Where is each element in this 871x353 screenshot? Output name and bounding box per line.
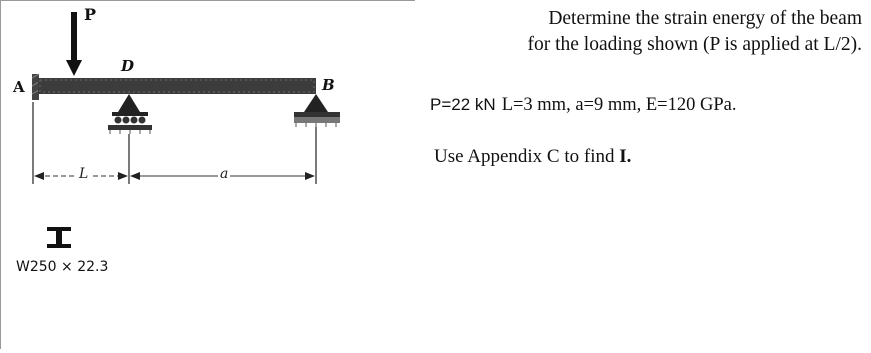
appendix-text: Use Appendix C to find [434, 146, 615, 167]
i-beam-section-icon [47, 227, 71, 248]
statement-line-2: for the loading shown (P is applied at L/2). [527, 34, 862, 55]
load-value: P=22 kN [430, 95, 496, 114]
beam-diagram [0, 0, 420, 349]
point-a-label: A [13, 78, 25, 96]
appendix-symbol: I. [619, 146, 632, 167]
pin-support-b [294, 94, 340, 127]
point-b-label: B [322, 76, 335, 94]
point-d-label: D [121, 57, 135, 75]
other-values: L=3 mm, a=9 mm, E=120 GPa. [501, 95, 737, 115]
fixed-support-a [32, 74, 39, 100]
statement-line-1: Determine the strain energy of the beam [548, 8, 862, 29]
roller-support-d [108, 94, 152, 134]
load-arrow [66, 12, 82, 76]
problem-statement [422, 6, 862, 58]
section-designation: W250 × 22.3 [16, 259, 109, 275]
given-values [430, 94, 736, 116]
dimension-l-label: L [79, 166, 89, 182]
appendix-instruction [434, 146, 631, 168]
dimension-a-label: a [220, 166, 229, 182]
beam-figure [0, 0, 420, 349]
load-label: P [84, 5, 97, 24]
